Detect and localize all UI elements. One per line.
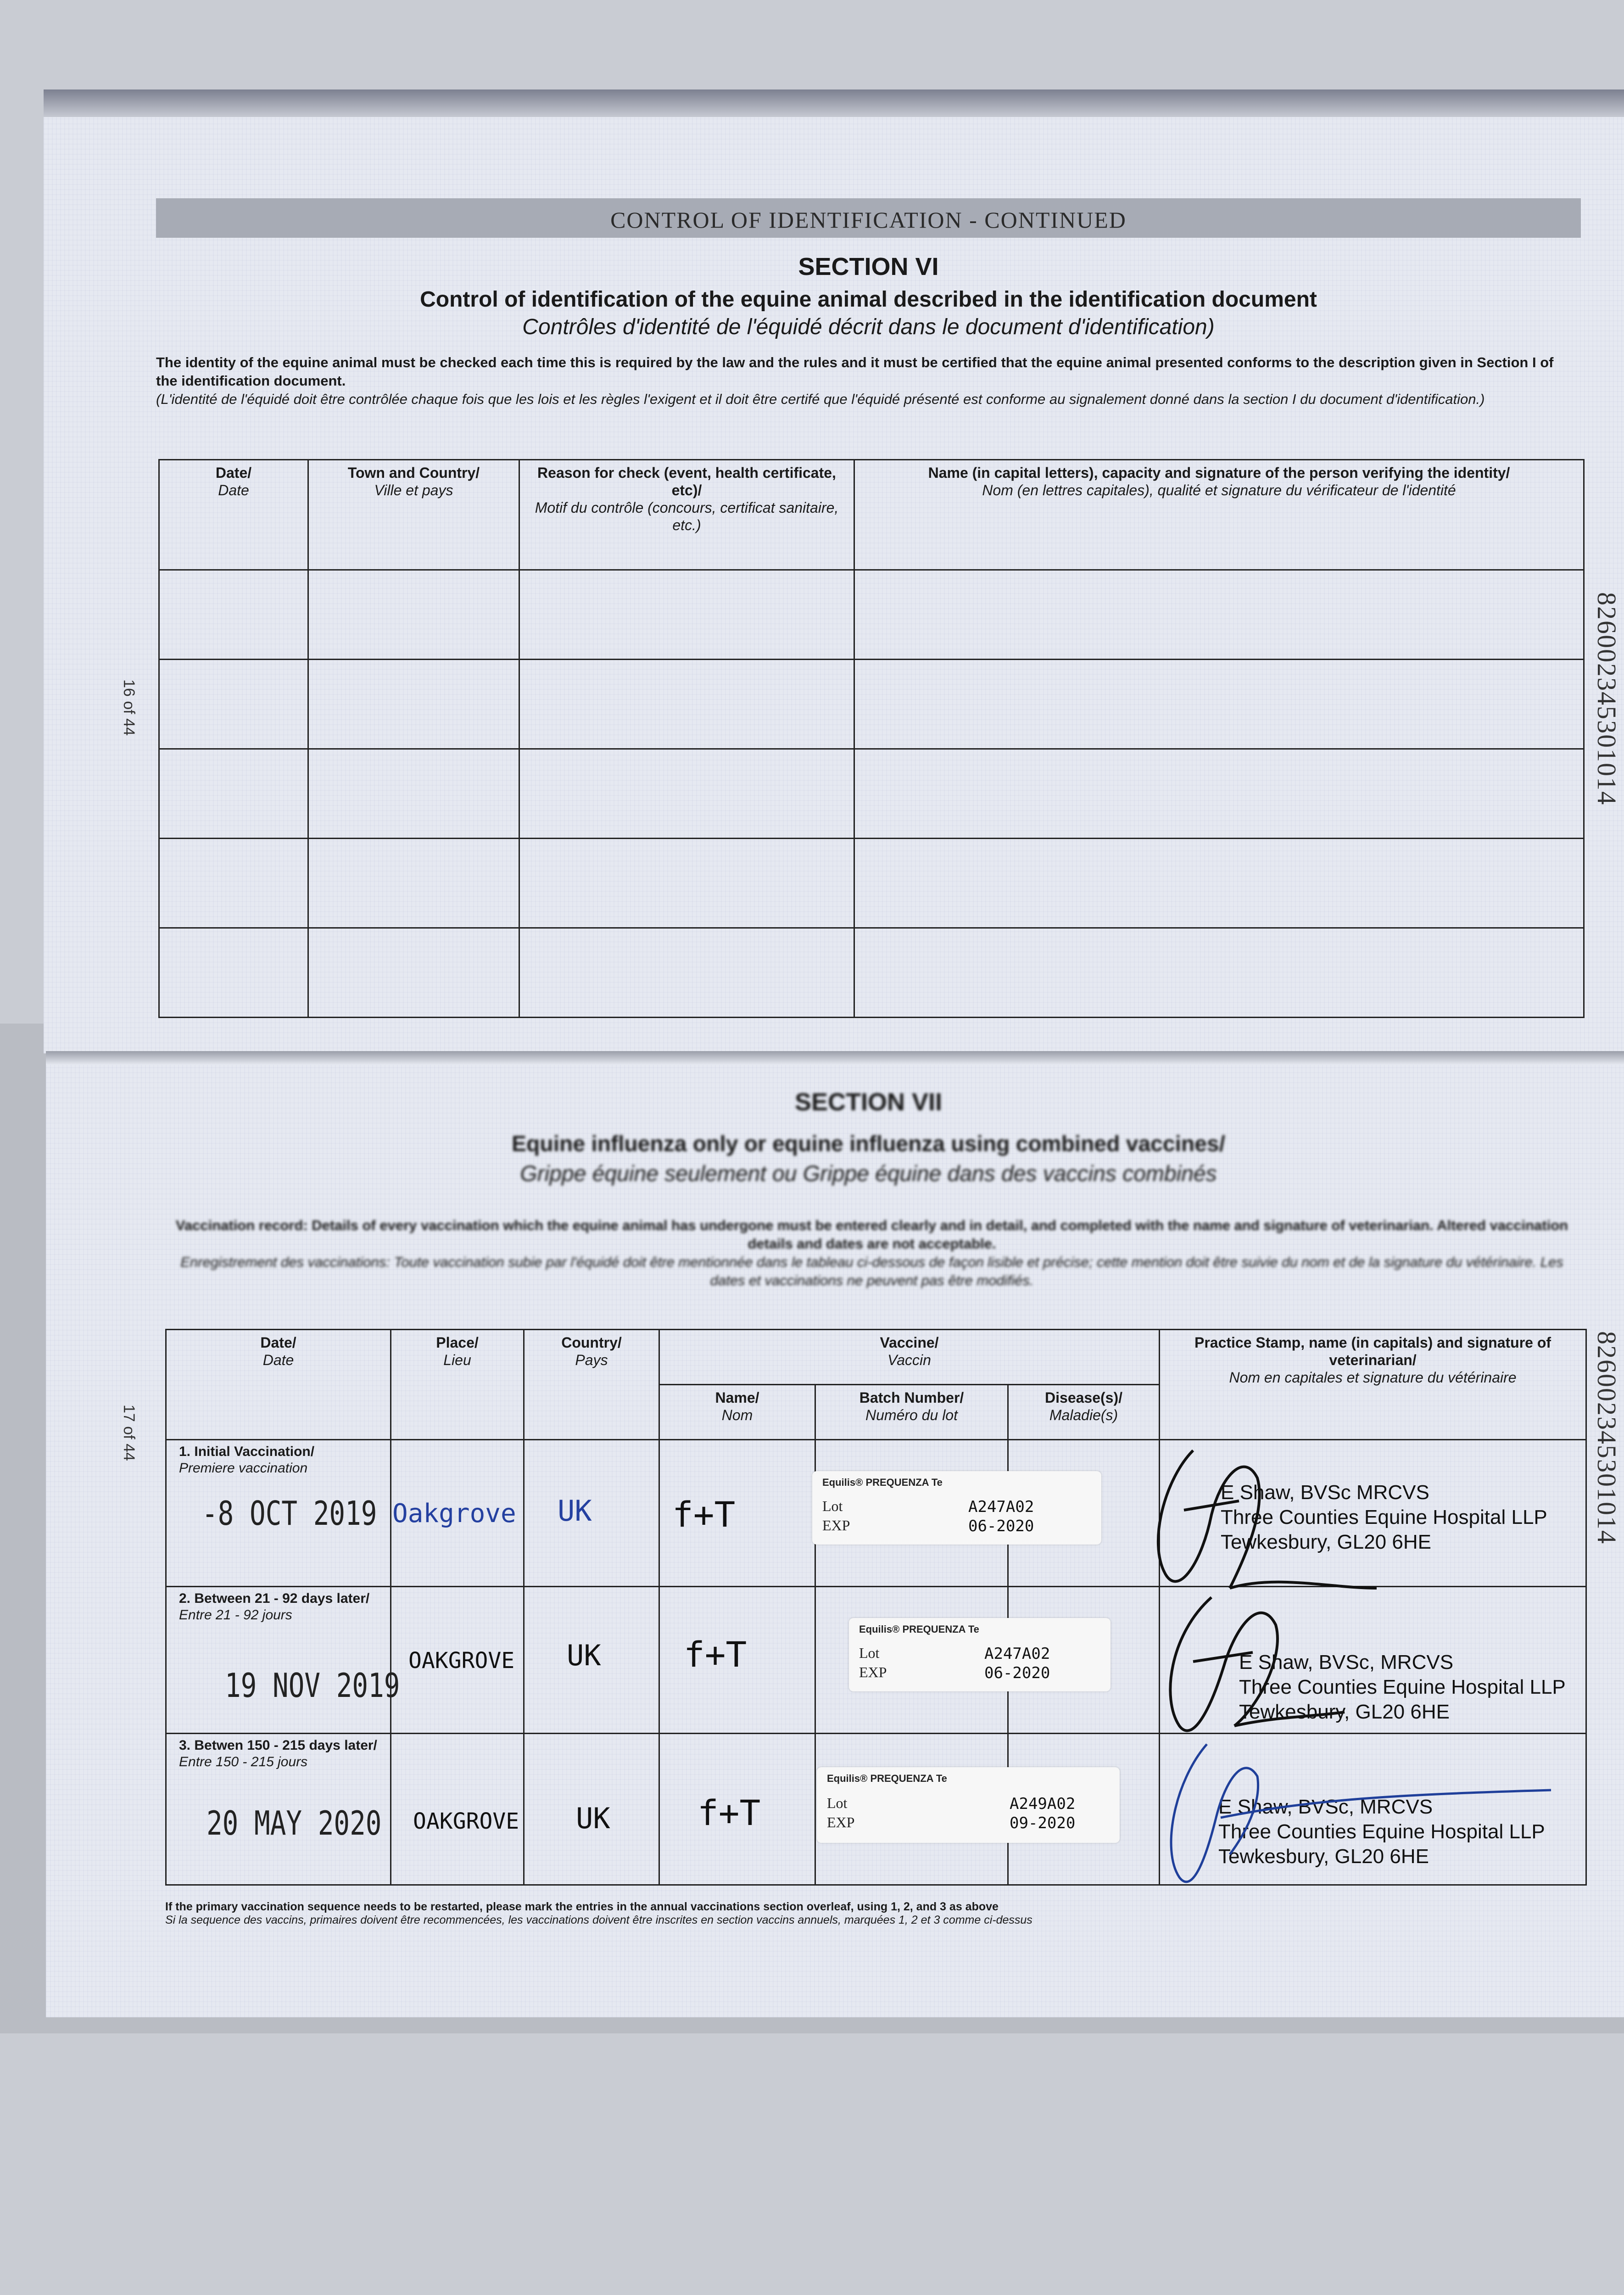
col-country-header: Country/ Pays [524,1330,659,1440]
section-6-subtitle: Contrôles d'identité de l'équidé décrit dans le document d'identification) [522,315,1215,339]
row1-vet-address: Tewkesbury, GL20 6HE [1221,1531,1431,1553]
row3-place: OAKGROVE [413,1808,519,1834]
row2-vet-practice: Three Counties Equine Hospital LLP [1239,1676,1566,1698]
identity-check-table [158,459,1585,1018]
instructions-en: The identity of the equine animal must be checked each time this is required by the law and the rules and it must be certified that the equine animal presented conforms to the description given in Section I of the identification document. [156,354,1554,389]
footnote-en: If the primary vaccination sequence needs to be restarted, please mark the entries in the annual vaccinations section overleaf, using 1, 2, and 3 as above [165,1900,999,1913]
vaccination-instructions-fr: Enregistrement des vaccinations: Toute vaccination subie par l'équidé doit être mentionnée dans le tableau ci-dessous de façon lisible et précise; cette mention doit être suivie du nom et de la signature du vétérinaire. Les dates et vaccinations ne peuvent pas être modifiés. [180,1254,1563,1288]
instructions-fr: (L'identité de l'équidé doit être contrôlée chaque fois que les lois et les règles l'exigent et il doit être certifé que l'équidé présenté est conforme au signalement donné dans la section I du document d'identification.) [156,391,1485,407]
section-7-subtitle: Grippe équine seulement ou Grippe équine dans des vaccins combinés [520,1162,1217,1186]
col-place-header: Place/ Lieu [391,1330,524,1440]
section-6-instructions [156,353,1560,409]
row1-vet-practice: Three Counties Equine Hospital LLP [1221,1506,1547,1528]
section-6-heading: SECTION VI [798,253,939,280]
row1-batch-label: Equilis® PREQUENZA Te Lot EXP A247A02 06-2020 [812,1471,1101,1545]
section-banner-text: CONTROL OF IDENTIFICATION - CONTINUED [610,207,1127,233]
signature-row1 [1158,1450,1377,1588]
page-number-17: 17 of 44 [120,1405,138,1461]
row2-vaccine-name: f+T [684,1634,747,1675]
row3-date-stamp: 20 MAY 2020 [206,1804,382,1842]
row2-vet-name: E Shaw, BVSc, MRCVS [1239,1651,1454,1674]
table-cell[interactable] [519,570,854,660]
col-batch-header: Batch Number/ Numéro du lot [815,1385,1008,1440]
page-fold-shadow [46,1051,1624,1065]
row1-place: Oakgrove [392,1499,516,1528]
row1-date-stamp: -8 OCT 2019 [202,1494,377,1533]
signature-row2 [1170,1597,1345,1731]
side-serial-number-top: 826002345301014 [1592,592,1622,806]
col-verifier-header: Name (in capital letters), capacity and signature of the person verifying the identity/ Nom (en lettres capitales), qualité et signature du vérificateur de l'identité [854,460,1584,570]
page-top-edge [44,90,1624,117]
row3-batch-label: Equilis® PREQUENZA Te Lot EXP A249A02 09-2020 [817,1767,1120,1843]
row2-country: UK [567,1639,601,1672]
table-cell[interactable] [159,928,308,1018]
section-7-heading: SECTION VII [794,1088,943,1116]
table-cell[interactable] [159,660,308,749]
vaccination-instructions-en: Vaccination record: Details of every vaccination which the equine animal has undergone must be entered clearly and in detail, and completed with the name and signature of veterinarian. Altered vaccination details and dates are not acceptable. [175,1217,1568,1252]
row2-place: OAKGROVE [408,1648,515,1674]
row2-date-stamp: 19 NOV 2019 [225,1666,400,1705]
table-cell[interactable] [854,660,1584,749]
row3-vet-practice: Three Counties Equine Hospital LLP [1218,1820,1545,1843]
table-cell[interactable] [854,749,1584,839]
row2-label: 2. Between 21 - 92 days later/ Entre 21 - 92 jours [179,1591,370,1623]
signature-row3 [1171,1744,1551,1882]
table-cell[interactable] [308,928,519,1018]
table-cell[interactable] [308,839,519,928]
table-cell[interactable] [854,839,1584,928]
table-cell[interactable] [159,839,308,928]
col-name-header: Name/ Nom [659,1385,815,1440]
side-serial-number-bottom: 826002345301014 [1592,1331,1622,1545]
col-date-header: Date/ Date [166,1330,391,1440]
table-cell[interactable] [159,749,308,839]
table-cell[interactable] [519,839,854,928]
row1-vet-name: E Shaw, BVSc MRCVS [1221,1481,1429,1504]
vaccination-footnote [165,1900,1579,1927]
col-stamp-header: Practice Stamp, name (in capitals) and signature of veterinarian/ Nom en capitales et signature du vétérinaire [1160,1330,1586,1440]
col-town-header: Town and Country/ Ville et pays [308,460,519,570]
col-disease-header: Disease(s)/ Maladie(s) [1008,1385,1160,1440]
row2-vet-address: Tewkesbury, GL20 6HE [1239,1701,1450,1723]
table-cell[interactable] [159,570,308,660]
table-cell[interactable] [308,660,519,749]
row3-vaccine-name: f+T [698,1792,761,1833]
table-cell[interactable] [519,749,854,839]
row3-label: 3. Betwen 150 - 215 days later/ Entre 150 - 215 jours [179,1738,377,1769]
col-reason-header: Reason for check (event, health certificate, etc)/ Motif du contrôle (concours, certificat sanitaire, etc.) [519,460,854,570]
table-cell[interactable] [308,570,519,660]
footnote-fr: Si la sequence des vaccins, primaires doivent être recommencées, les vaccinations doivent être inscrites en section vaccins annuels, marquées 1, 2 et 3 comme ci-dessus [165,1914,1032,1926]
row1-label: 1. Initial Vaccination/ Premiere vaccination [179,1444,315,1476]
row3-vet-name: E Shaw, BVSc, MRCVS [1218,1796,1433,1818]
row2-batch-label: Equilis® PREQUENZA Te Lot EXP A247A02 06-2020 [849,1618,1111,1691]
vet-signature-marks [1138,1423,1551,1900]
section-7-title: Equine influenza only or equine influenza using combined vaccines/ [512,1132,1225,1156]
row1-vaccine-name: f+T [672,1494,736,1535]
table-cell[interactable] [854,570,1584,660]
table-cell[interactable] [308,749,519,839]
table-cell[interactable] [519,928,854,1018]
row1-country: UK [558,1494,592,1528]
section-6-title: Control of identification of the equine animal described in the identification document [420,287,1317,312]
col-date-header: Date/ Date [159,460,308,570]
table-cell[interactable] [519,660,854,749]
page-number-16: 16 of 44 [120,679,138,736]
row3-vet-address: Tewkesbury, GL20 6HE [1218,1845,1429,1868]
table-cell[interactable] [854,928,1584,1018]
row3-country: UK [576,1802,610,1835]
col-vaccine-header: Vaccine/ Vaccin [659,1330,1160,1385]
section-7-instructions [165,1216,1579,1290]
